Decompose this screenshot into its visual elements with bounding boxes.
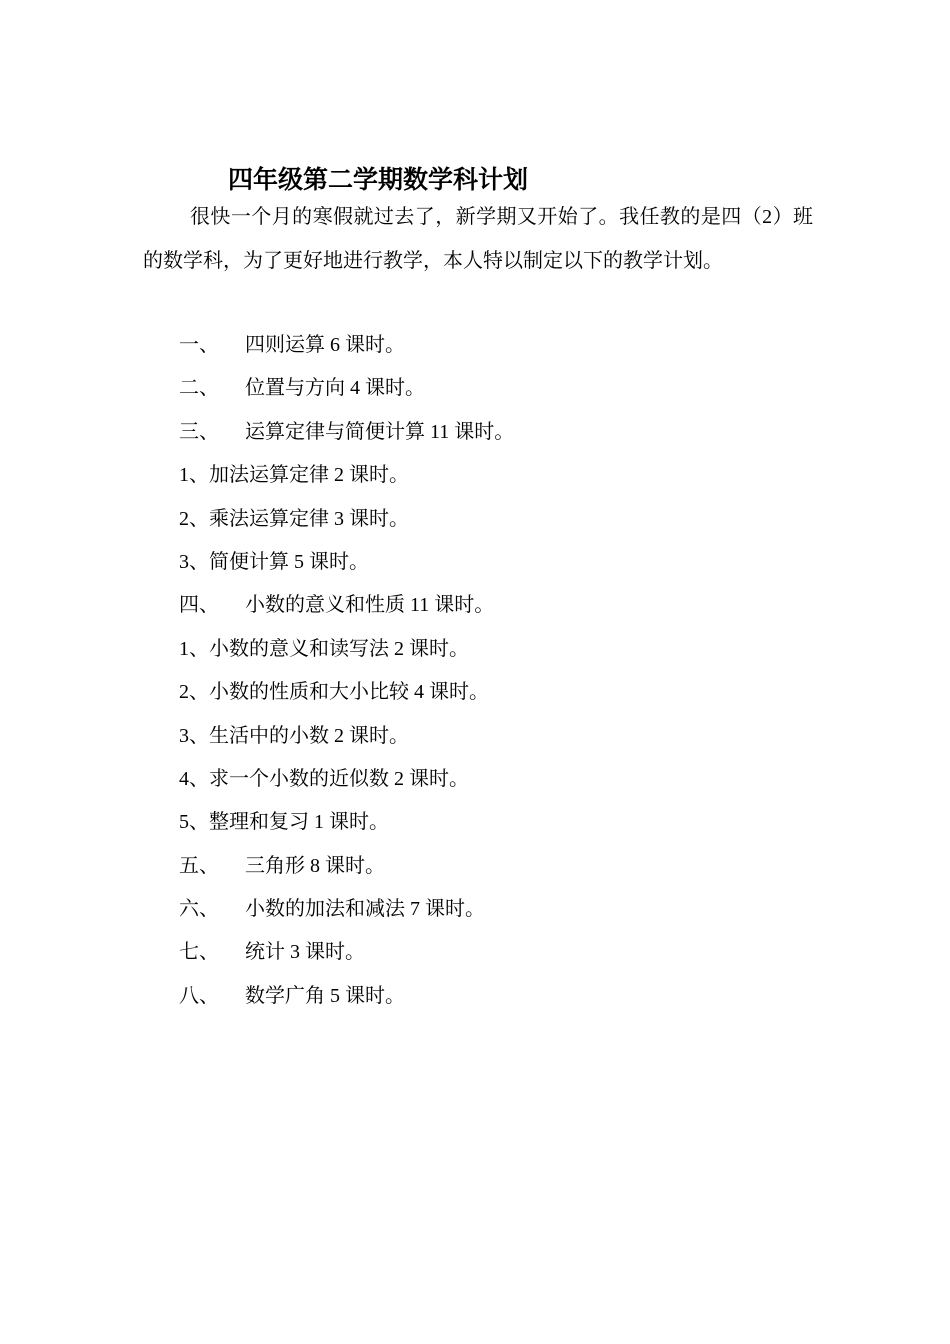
item-text: 统计 3 课时。 bbox=[245, 941, 365, 964]
item-text: 加法运算定律 2 课时。 bbox=[209, 464, 409, 487]
section-item bbox=[179, 931, 514, 974]
item-text: 数学广角 5 课时。 bbox=[245, 984, 405, 1007]
item-text: 小数的意义和性质 11 课时。 bbox=[245, 594, 495, 617]
item-number: 5、 bbox=[179, 811, 209, 834]
item-number: 三、 bbox=[179, 420, 219, 443]
section-item bbox=[179, 324, 514, 367]
section-item bbox=[179, 584, 514, 627]
section-item bbox=[179, 975, 514, 1018]
item-text: 位置与方向 4 课时。 bbox=[245, 377, 425, 400]
subsection-item bbox=[179, 801, 514, 844]
item-number: 2、 bbox=[179, 507, 209, 530]
section-item bbox=[179, 888, 514, 931]
section-item bbox=[179, 845, 514, 888]
item-number: 3、 bbox=[179, 550, 209, 573]
subsection-item bbox=[179, 671, 514, 714]
item-text: 四则运算 6 课时。 bbox=[245, 334, 405, 356]
item-number: 1、 bbox=[179, 464, 209, 487]
item-text: 三角形 8 课时。 bbox=[245, 854, 385, 877]
subsection-item bbox=[179, 498, 514, 541]
item-number: 七、 bbox=[179, 941, 219, 964]
section-item bbox=[179, 411, 514, 454]
intro-paragraph: 很快一个月的寒假就过去了，新学期又开始了。我任教的是四（2）班的数学科，为了更好地进行教学，本人特以制定以下的教学计划。 bbox=[143, 206, 813, 272]
subsection-item bbox=[179, 715, 514, 758]
item-text: 小数的性质和大小比较 4 课时。 bbox=[209, 681, 489, 704]
section-item bbox=[179, 367, 514, 410]
item-number: 1、 bbox=[179, 637, 209, 660]
subsection-item bbox=[179, 628, 514, 671]
item-text: 求一个小数的近似数 2 课时。 bbox=[209, 767, 469, 790]
subsection-item bbox=[179, 454, 514, 497]
subsection-item bbox=[179, 758, 514, 801]
item-number: 八、 bbox=[179, 984, 219, 1007]
plan-list bbox=[179, 324, 514, 1018]
item-number: 六、 bbox=[179, 898, 219, 921]
item-number: 3、 bbox=[179, 724, 209, 747]
item-number: 2、 bbox=[179, 681, 209, 704]
subsection-item bbox=[179, 541, 514, 584]
item-number: 4、 bbox=[179, 767, 209, 790]
item-text: 乘法运算定律 3 课时。 bbox=[209, 507, 409, 530]
item-text: 整理和复习 1 课时。 bbox=[209, 811, 389, 834]
item-text: 小数的加法和减法 7 课时。 bbox=[245, 898, 485, 921]
item-number: 五、 bbox=[179, 854, 219, 877]
item-text: 简便计算 5 课时。 bbox=[209, 550, 369, 573]
document-title: 四年级第二学期数学科计划 bbox=[228, 165, 529, 194]
item-number: 二、 bbox=[179, 377, 219, 400]
item-text: 生活中的小数 2 课时。 bbox=[209, 724, 409, 747]
item-number: 四、 bbox=[179, 594, 219, 617]
item-number: 一、 bbox=[179, 334, 219, 356]
item-text: 小数的意义和读写法 2 课时。 bbox=[209, 637, 469, 660]
item-text: 运算定律与简便计算 11 课时。 bbox=[245, 420, 515, 443]
